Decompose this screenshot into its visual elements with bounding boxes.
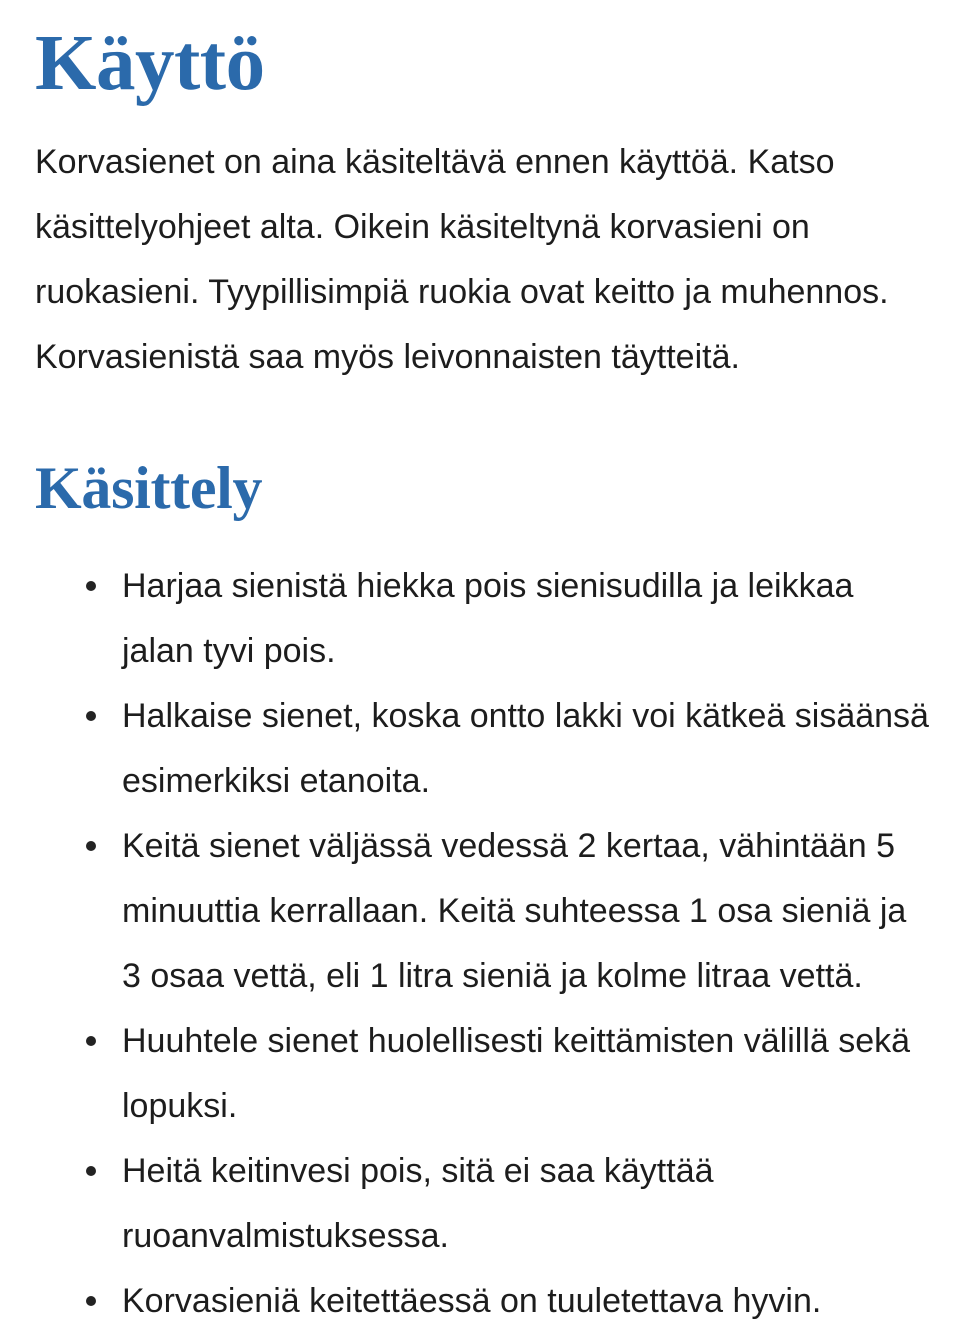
list-item (35, 814, 930, 1009)
handling-section-heading: Käsittely (35, 455, 263, 521)
page-title: Käyttö (35, 20, 265, 107)
list-item (35, 684, 930, 814)
list-item-text: Harjaa sienistä hiekka pois sienisudilla ja leikkaa jalan tyvi pois. (122, 567, 854, 670)
handling-steps-list (35, 518, 930, 1334)
list-item (35, 1269, 930, 1334)
list-item (35, 1009, 930, 1139)
bullet-dot-icon (86, 711, 96, 721)
list-item (35, 554, 930, 684)
list-item-text: Halkaise sienet, koska ontto lakki voi kätkeä sisäänsä esimerkiksi etanoita. (122, 697, 929, 800)
usage-paragraph: Korvasienet on aina käsiteltävä ennen käyttöä. Katso käsittelyohjeet alta. Oikein käsiteltynä korvasieni on ruokasieni. Tyypillisimpiä ruokia ovat keitto ja muhennos. Korvasienistä saa myös leivonnaisten täytteitä. (35, 143, 889, 376)
list-item-text: Huuhtele sienet huolellisesti keittämisten välillä sekä lopuksi. (122, 1022, 911, 1125)
list-item-text: Keitä sienet väljässä vedessä 2 kertaa, vähintään 5 minuuttia kerrallaan. Keitä suhteessa 1 osa sieniä ja 3 osaa vettä, eli 1 litra sieniä ja kolme litraa vettä. (122, 827, 907, 995)
list-item (35, 1139, 930, 1269)
bullet-dot-icon (86, 1036, 96, 1046)
bullet-dot-icon (86, 1166, 96, 1176)
bullet-dot-icon (86, 581, 96, 591)
bullet-dot-icon (86, 1296, 96, 1306)
list-item-text: Heitä keitinvesi pois, sitä ei saa käyttää ruoanvalmistuksessa. (122, 1152, 714, 1255)
list-item-text: Korvasieniä keitettäessä on tuuletettava hyvin. (122, 1282, 822, 1320)
bullet-dot-icon (86, 841, 96, 851)
